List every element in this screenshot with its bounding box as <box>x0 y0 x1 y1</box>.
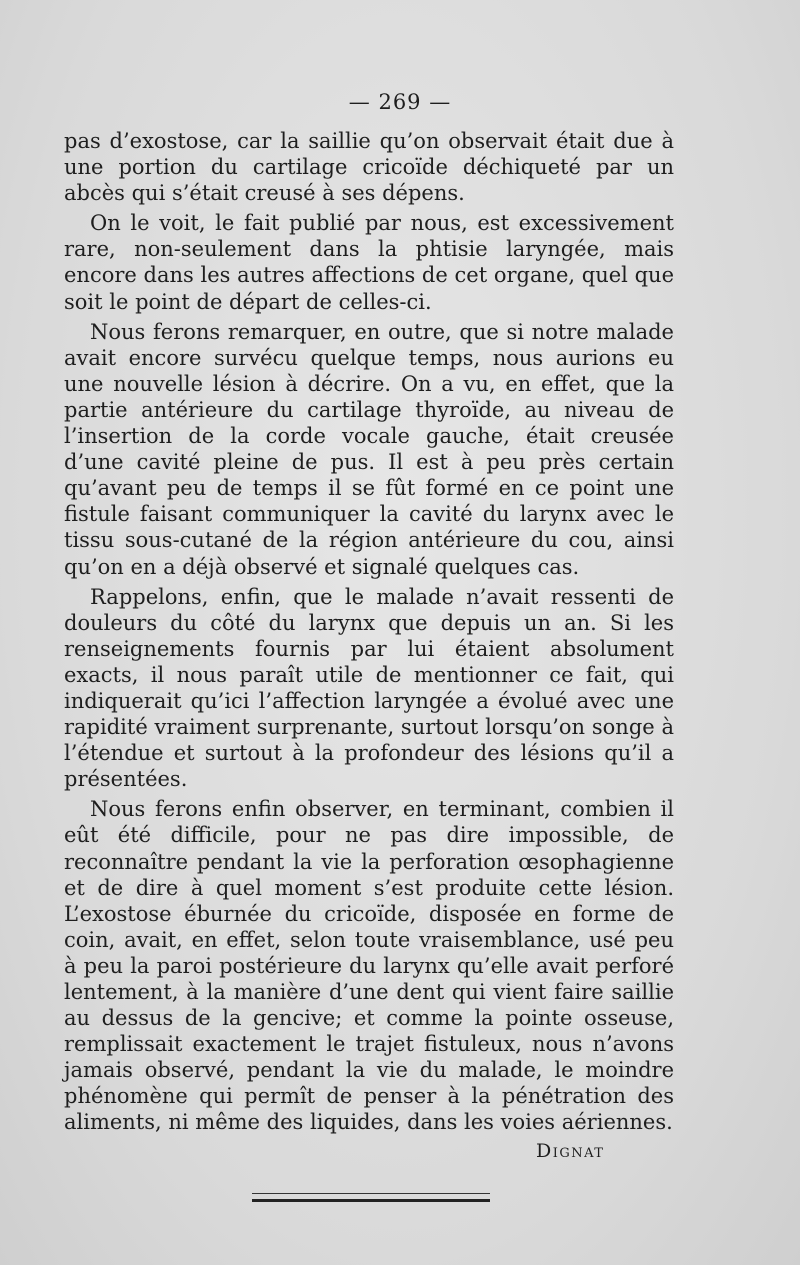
paragraph: pas d’exostose, car la saillie qu’on observait était due à une portion du cartilage cricoïde déchiqueté par un abcès qui s’était creusé à ses dépens. <box>64 129 674 206</box>
end-rule-thin <box>252 1193 490 1194</box>
author-signature: Dignat <box>536 1140 605 1162</box>
paragraph: Nous ferons enfin observer, en terminant, combien il eût été difficile, pour ne pas dire impossible, de reconnaître pendant la vie la perforation œsophagienne et de dire à quel moment s’est produite cette lésion. L’exostose éburnée du cricoïde, disposée en forme de coin, avait, en effet, selon toute vraisemblance, usé peu à peu la paroi postérieure du larynx qu’elle avait perforé lentement, à la manière d’une dent qui vient faire saillie au dessus de la gencive; et comme la pointe osseuse, remplissait exactement le trajet fistuleux, nous n’avons jamais observé, pendant la vie du malade, le moindre phénomène qui permît de penser à la pénétration des aliments, ni même des liquides, dans les voies aériennes. <box>64 797 674 1135</box>
paragraph: On le voit, le fait publié par nous, est excessivement rare, non-seulement dans la phtisie laryngée, mais encore dans les autres affections de cet organe, quel que soit le point de départ de celles-ci. <box>64 211 674 314</box>
body-text <box>64 128 674 1136</box>
page-number: — 269 — <box>348 90 452 114</box>
paragraph: Nous ferons remarquer, en outre, que si notre malade avait encore survécu quelque temps, nous aurions eu une nouvelle lésion à décrire. On a vu, en effet, que la partie antérieure du cartilage thyroïde, au niveau de l’insertion de la corde vocale gauche, était creusée d’une cavité pleine de pus. Il est à peu près certain qu’avant peu de temps il se fût formé en ce point une fistule faisant communiquer la cavité du larynx avec le tissu sous-cutané de la région antérieure du cou, ainsi qu’on en a déjà observé et signalé quelques cas. <box>64 319 674 579</box>
end-rule-thick <box>252 1199 490 1202</box>
paragraph: Rappelons, enfin, que le malade n’avait ressenti de douleurs du côté du larynx que depuis un an. Si les renseignements fournis par lui étaient absolument exacts, il nous paraît utile de mentionner ce fait, qui indiquerait qu’ici l’affection laryngée a évolué avec une rapidité vraiment surprenante, surtout lorsqu’on songe à l’étendue et surtout à la profondeur des lésions qu’il a présentées. <box>64 584 674 792</box>
